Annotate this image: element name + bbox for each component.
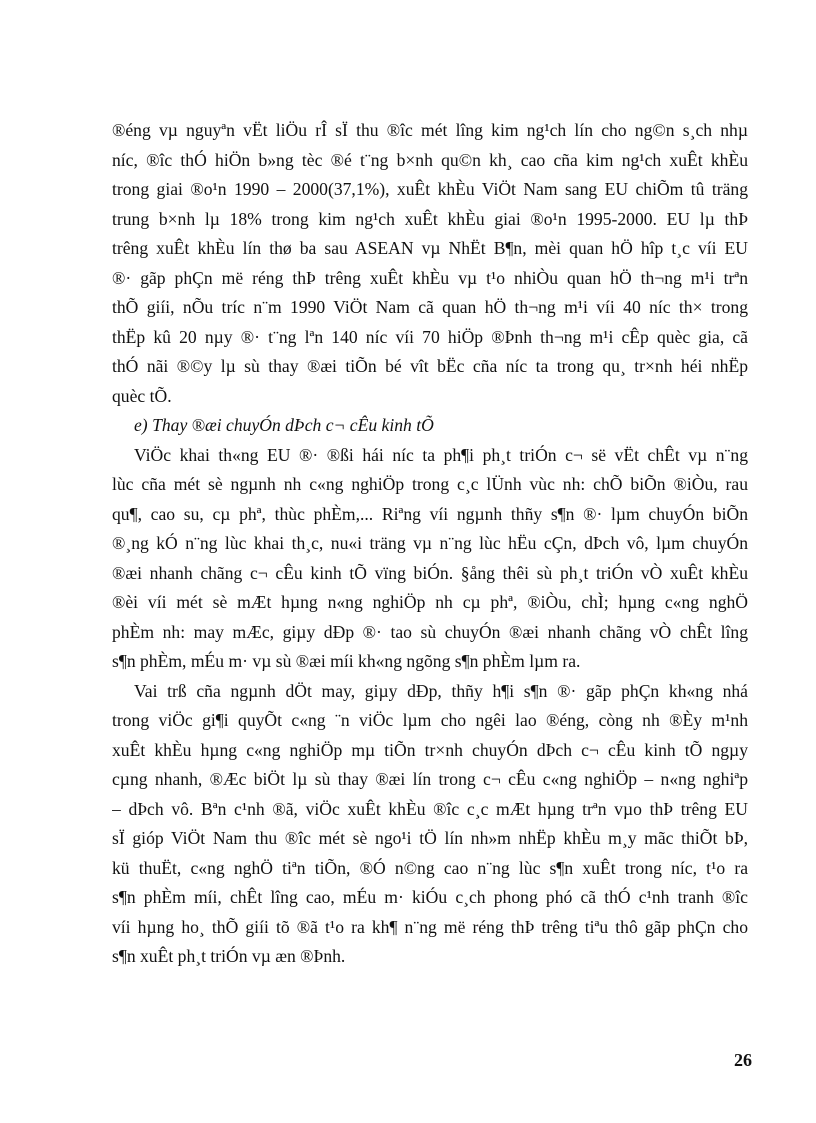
text-line: ®· gãp phÇn më réng thÞ trêng xuÊt khÈu vµ t¹o nhiÒu quan hÖ th¬ng m¹i trªn <box>112 267 748 288</box>
paragraph-structural-change <box>112 441 748 677</box>
text-line: lùc cña mét sè ngµnh nh c«ng nghiÖp trong c¸c lÜnh vùc nh: chÕ biÕn ®iÒu, rau <box>112 474 748 494</box>
text-line: víi hµng ho¸ thÕ giíi tõ ®ã t¹o ra kh¶ n¨ng më réng thÞ trêng tiªu thô gãp phÇn cho <box>112 916 748 937</box>
text-line: xuÊt khÈu hµng c«ng nghiÖp mµ tiÕn tr×nh chuyÓn dÞch c¬ cÊu kinh tÕ ngµy <box>112 739 748 760</box>
text-line: s¶n phÈm, mÉu m· vµ sù ®æi míi kh«ng ngõng s¶n phÈm lµm ra. <box>112 651 581 671</box>
text-line: s¶n xuÊt ph¸t triÓn vµ æn ®Þnh. <box>112 946 346 966</box>
text-line: trong viÖc gi¶i quyÕt c«ng ¨n viÖc lµm cho ngêi lao ®éng, còng nh ®Èy m¹nh <box>112 710 748 730</box>
text-line: – dÞch vô. Bªn c¹nh ®ã, viÖc xuÊt khÈu ®îc c¸c mÆt hµng trªn vµo thÞ trêng EU <box>112 798 748 819</box>
text-line: cµng nhanh, ®Æc biÖt lµ sù thay ®æi lín trong c¬ cÊu c«ng nghiÖp – n«ng nghiªp <box>112 769 748 789</box>
text-line: thËp kû 20 nµy ®· t¨ng lªn 140 níc víi 70 hiÖp ®Þnh th¬ng m¹i cÊp quèc gia, cã <box>112 326 748 347</box>
page-number: 26 <box>734 1050 752 1070</box>
text-line: ®éng vµ nguyªn vËt liÖu rÎ sÏ thu ®îc mét lîng kim ng¹ch lín cho ng©n s¸ch nhµ <box>112 120 748 140</box>
text-line: ViÖc khai th«ng EU ®· ®ßi hái níc ta ph¶i ph¸t triÓn c¬ së vËt chÊt vµ n¨ng <box>134 444 748 465</box>
paragraph-industry-role <box>112 677 748 972</box>
text-line: trung b×nh lµ 18% trong kim ng¹ch xuÊt khÈu giai ®o¹n 1995-2000. EU lµ thÞ <box>112 208 748 229</box>
text-line: quèc tÕ. <box>112 385 172 406</box>
text-line: sÏ gióp ViÖt Nam thu ®îc mét sè ngo¹i tÖ lín nh»m nhËp khÈu m¸y mãc thiÕt bÞ, <box>112 828 748 848</box>
text-line: phÈm nh: may mÆc, giµy dÐp ®· tao sù chuyÓn ®æi nhanh chãng vÒ chÊt lîng <box>112 621 748 642</box>
text-line: thÓ nãi ®©y lµ sù thay ®æi tiÕn bé vît bËc cña níc ta trong qu¸ tr×nh héi nhËp <box>112 356 748 376</box>
text-line: níc, ®îc thÓ hiÖn b»ng tèc ®é t¨ng b×nh qu©n kh¸ cao cña kim ng¹ch xuÊt khÈu <box>112 149 748 170</box>
text-line: ®æi nhanh chãng c¬ cÊu kinh tÕ vïng biÓn. §ång thêi sù ph¸t triÓn vÒ xuÊt khÈu <box>112 562 748 583</box>
text-line: ®èi víi mét sè mÆt hµng n«ng nghiÖp nh cµ phª, ®iÒu, chÌ; hµng c«ng nghÖ <box>112 592 748 612</box>
text-line: kü thuËt, c«ng nghÖ tiªn tiÕn, ®Ó n©ng cao n¨ng lùc s¶n xuÊt trong níc, t¹o ra <box>112 857 748 878</box>
text-line: trêng xuÊt khÈu lín thø ba sau ASEAN vµ NhËt B¶n, mèi quan hÖ hîp t¸c víi EU <box>112 238 748 258</box>
text-line: qu¶, cao su, cµ phª, thùc phÈm,... Riªng víi ngµnh thñy s¶n ®· lµm chuyÓn biÕn <box>112 503 748 524</box>
text-line: thÕ giíi, nÕu tríc n¨m 1990 ViÖt Nam cã quan hÖ th¬ng m¹i víi 40 níc th× trong <box>112 297 748 317</box>
section-heading-e: e) Thay ®æi chuyÓn dÞch c¬ cÊu kinh tÕ <box>134 415 434 435</box>
paragraph-export-benefits <box>112 116 748 411</box>
text-line: ®¸ng kÓ n¨ng lùc khai th¸c, nu«i träng vµ n¨ng lùc hËu cÇn, dÞch vô, lµm chuyÓn <box>112 533 748 553</box>
text-line: s¶n phÈm míi, chÊt lîng cao, mÉu m· kiÓu c¸ch phong phó cã thÓ c¹nh tranh ®îc <box>112 887 748 907</box>
text-line: trong giai ®o¹n 1990 – 2000(37,1%), xuÊt khÈu ViÖt Nam sang EU chiÕm tû träng <box>112 179 748 199</box>
body-text <box>112 116 748 972</box>
text-line: Vai trß cña ngµnh dÖt may, giµy dÐp, thñy h¶i s¶n ®· gãp phÇn kh«ng nhá <box>134 680 748 701</box>
